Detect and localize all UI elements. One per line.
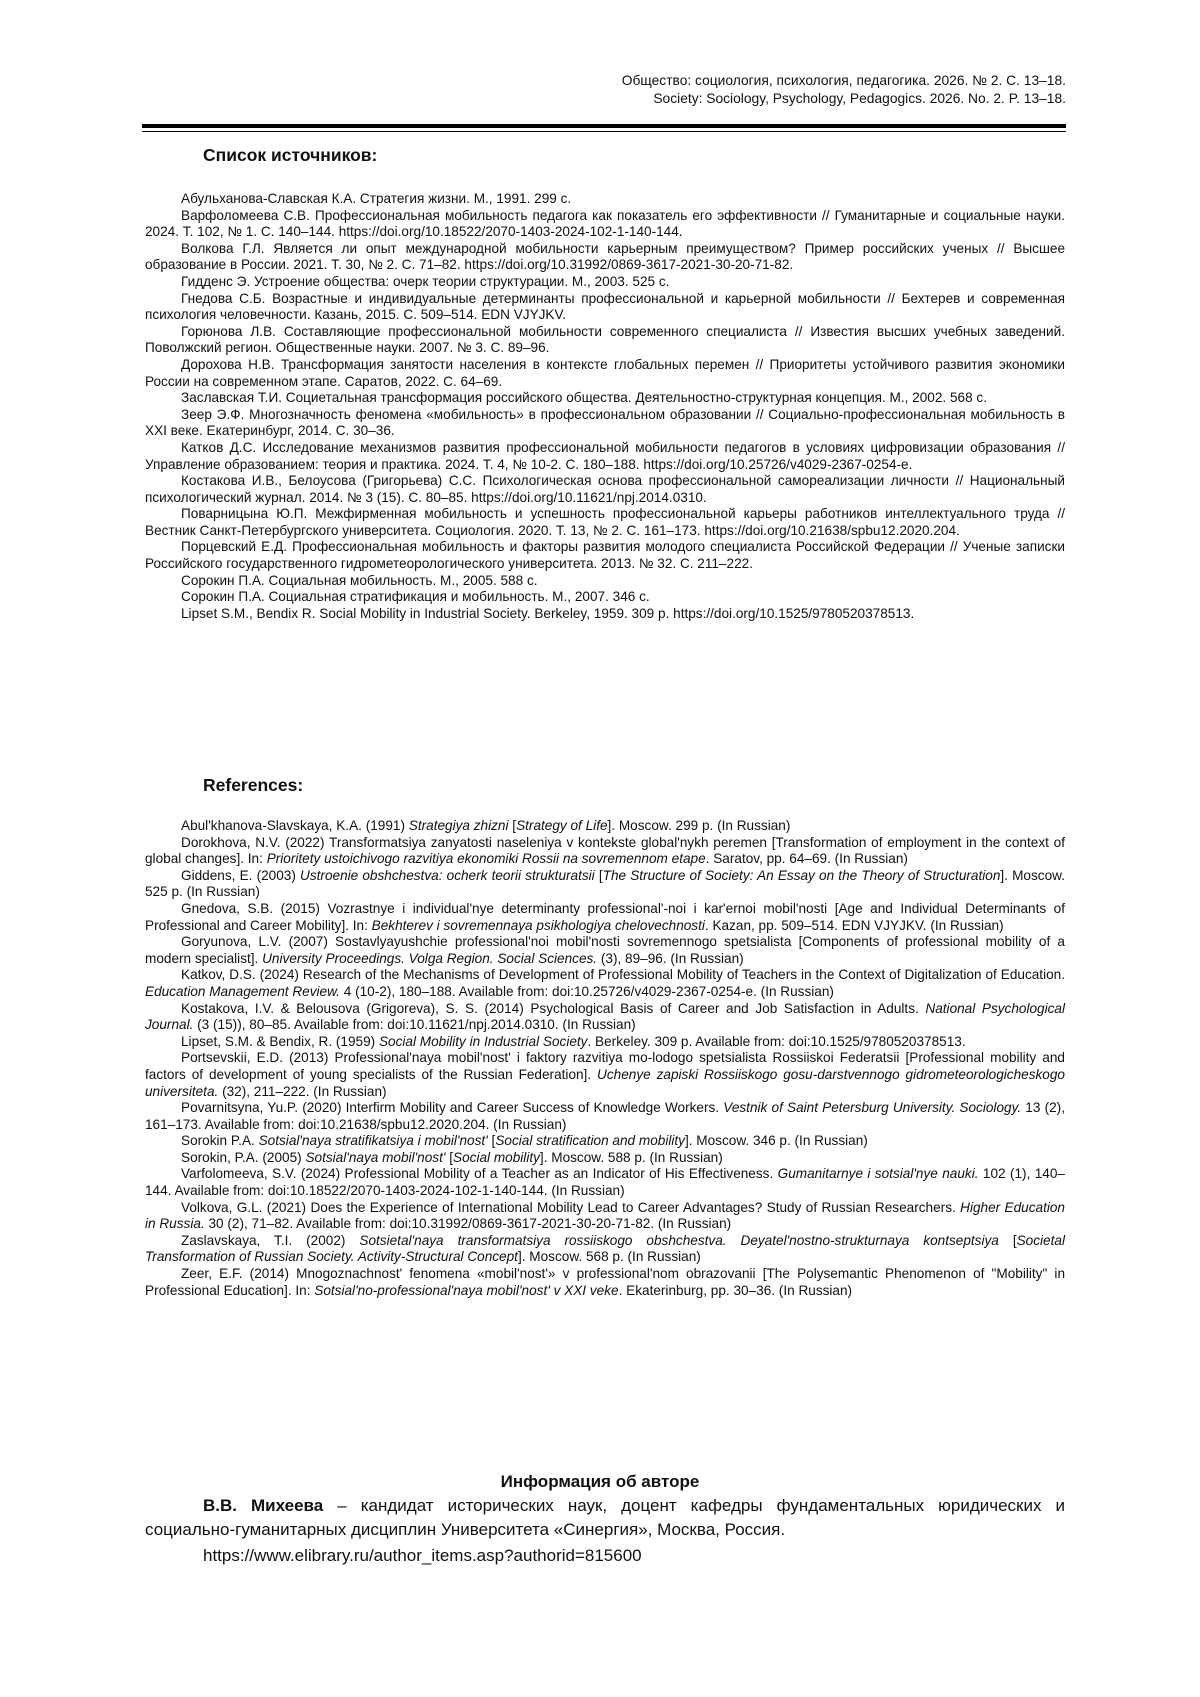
reference-item	[145, 868, 1065, 901]
reference-italic-text: Sotsial'no-professional'naya mobil'nost' v XXI veke	[314, 1282, 619, 1298]
reference-text: Katkov, D.S. (2024) Research of the Mechanisms of Development of Professional Mobility of Teachers in the Context of Digitalization of Education.	[181, 967, 1065, 983]
source-item: Lipset S.M., Bendix R. Social Mobility in Industrial Society. Berkeley, 1959. 309 p. https://doi.org/10.1525/9780520378513.	[181, 605, 915, 621]
reference-text: [	[445, 1149, 454, 1165]
reference-text: [	[998, 1232, 1017, 1248]
reference-italic-text: Sotsial'naya stratifikatsiya i mobil'nost'	[258, 1133, 488, 1149]
reference-text: Sorokin, P.A. (2005)	[181, 1149, 306, 1165]
sources-title: Список источников:	[203, 145, 378, 165]
reference-text: Povarnitsyna, Yu.P. (2020) Interfirm Mobility and Career Success of Knowledge Workers.	[181, 1100, 724, 1116]
reference-text: Dorokhova, N.V. (2022) Transformatsiya zanyatosti naseleniya v kontekste global'nykh peremen [Transformation of employment in the context of global changes]. In:	[145, 834, 1065, 867]
reference-italic-text: Ustroenie obshchestva: ocherk teorii strukturatsii	[300, 867, 595, 883]
reference-text: Abul'khanova-Slavskaya, K.A. (1991)	[181, 818, 409, 833]
author-name: В.В. Михеева	[203, 1496, 324, 1515]
source-item: Костакова И.В., Белоусова (Григорьева) С.С. Психологическая основа профессиональной самореализации личности // Национальный психологический журнал. 2014. № 3 (15). С. 80–85. https://doi.org/10.11621/npj.2014.0310.	[145, 473, 1065, 505]
reference-text: ]. Moscow. 525 p. (In Russian)	[145, 867, 1065, 900]
reference-item	[145, 1266, 1065, 1299]
references-title: References:	[203, 775, 304, 795]
reference-item	[145, 1200, 1065, 1233]
reference-item	[145, 1034, 1065, 1051]
reference-text: 30 (2), 71–82. Available from: doi:10.31992/0869-3617-2021-30-20-71-82. (In Russian)	[204, 1216, 732, 1232]
reference-item	[145, 1050, 1065, 1100]
reference-item	[145, 967, 1065, 1000]
reference-text: Zeer, E.F. (2014) Mnogoznachnost' fenomena «mobil'nost'» v professional'nom obrazovanii [The Polysemantic Phenomenon of "Mobility" in Professional Education]. In:	[145, 1266, 1065, 1298]
reference-text: Giddens, E. (2003)	[181, 867, 301, 883]
source-item: Горюнова Л.В. Составляющие профессиональной мобильности современного специалиста // Известия высших учебных заведений. Поволжский регион. Общественные науки. 2007. № 3. С. 89–96.	[145, 323, 1065, 356]
author-profile-link[interactable]: https://www.elibrary.ru/author_items.asp?authorid=815600	[203, 1546, 642, 1565]
running-header	[366, 72, 1066, 108]
author-info-title: Информация об авторе	[500, 1472, 700, 1491]
reference-italic-text: The Structure of Society: An Essay on the Theory of Structuration	[602, 867, 1001, 883]
reference-item	[145, 901, 1065, 934]
source-item: Варфоломеева С.В. Профессиональная мобильность педагога как показатель его эффективности // Гуманитарные и социальные науки. 2024. Т. 102, № 1. С. 140–144. https://doi.org/10.18522/2070-1403-2024-102-1-140-144.	[145, 207, 1065, 240]
source-item: Порцевский Е.Д. Профессиональная мобильность и факторы развития молодого специалиста Российской Федерации // Ученые записки Российского государственного гидрометеорологического университета. 2013. № 32. С. 211–222.	[145, 539, 1065, 572]
source-item: Волкова Г.Л. Является ли опыт международной мобильности карьерным преимуществом? Пример российских ученых // Высшее образование в России. 2021. Т. 30, № 2. С. 71–82. https://doi.org/10.31992/0869-3617-2021-30-20-71-82.	[145, 240, 1065, 273]
reference-text: Zaslavskaya, T.I. (2002)	[181, 1232, 360, 1248]
author-description: – кандидат исторических наук, доцент кафедры фундаментальных юридических и социально-гуманитарных дисциплин Университета «Синергия», Москва, Россия.	[145, 1496, 1065, 1539]
reference-italic-text: Gumanitarnye i sotsial'nye nauki.	[777, 1166, 979, 1182]
reference-italic-text: Vestnik of Saint Petersburg University. Sociology.	[723, 1100, 1022, 1116]
reference-text: Portsevskii, E.D. (2013) Professional'naya mobil'nost' i faktory razvitiya mo-lodogo spetsialista Rossiiskoi Federatsii [Professional mobility and factors of development of young specialists of the Russian Federation].	[145, 1050, 1065, 1082]
source-item: Дорохова Н.В. Трансформация занятости населения в контексте глобальных перемен // Приоритеты устойчивого развития экономики России на современном этапе. Саратов, 2022. С. 64–69.	[145, 356, 1065, 389]
source-item: Катков Д.С. Исследование механизмов развития профессиональной мобильности педагогов в условиях цифровизации образования // Управление образованием: теория и практика. 2024. Т. 4, № 10-2. С. 180–188. https://doi.org/10.25726/v4029-2367-0254-e.	[145, 439, 1065, 472]
reference-italic-text: Uchenye zapiski Rossiiskogo gosu-darstvennogo gidrometeorologicheskogo universiteta.	[145, 1066, 1065, 1099]
reference-text: (3), 89–96. (In Russian)	[597, 950, 744, 966]
source-item: Поварницына Ю.П. Межфирменная мобильность и успешность профессиональной карьеры работников интеллектуального труда // Вестник Санкт-Петербургского университета. Социология. 2020. Т. 13, № 2. С. 161–173. https://doi.org/10.21638/spbu12.2020.204.	[145, 506, 1065, 538]
header-rule-thick	[142, 124, 1066, 128]
reference-text: ]. Moscow. 346 p. (In Russian)	[684, 1133, 868, 1149]
reference-italic-text: Bekhterev i sovremennaya psikhologiya chelovechnosti	[371, 917, 705, 933]
source-item: Гидденс Э. Устроение общества: очерк теории структурации. М., 2003. 525 с.	[181, 273, 670, 289]
header-line-en: Society: Sociology, Psychology, Pedagogics. 2026. No. 2. P. 13–18.	[653, 91, 1066, 106]
reference-text: ]. Moscow. 568 p. (In Russian)	[517, 1249, 701, 1265]
reference-text: . Berkeley. 309 p. Available from: doi:10.1525/9780520378513.	[587, 1033, 966, 1049]
reference-text: Lipset, S.M. & Bendix, R. (1959)	[181, 1033, 379, 1049]
reference-text: [	[487, 1133, 496, 1149]
reference-italic-text: Societal Transformation of Russian Society. Activity-Structural Concept	[145, 1232, 1065, 1265]
reference-item	[145, 818, 1065, 835]
reference-text: [	[594, 867, 603, 883]
reference-italic-text: Strategiya zhizni	[408, 818, 509, 833]
reference-text: . Saratov, pp. 64–69. (In Russian)	[705, 851, 908, 867]
reference-item	[145, 1133, 1065, 1150]
reference-text: (32), 211–222. (In Russian)	[218, 1083, 387, 1099]
references-list	[145, 818, 1065, 1299]
header-line-ru: Общество: социология, психология, педагогика. 2026. № 2. С. 13–18.	[621, 73, 1066, 88]
reference-italic-text: Sotsial'naya mobil'nost'	[305, 1149, 446, 1165]
author-info	[145, 1494, 1065, 1542]
reference-italic-text: Sotsietal'naya transformatsiya rossiiskogo obshchestva. Deyatel'nostno-strukturnaya kontseptsiya	[359, 1232, 999, 1248]
reference-item	[145, 1150, 1065, 1167]
reference-italic-text: University Proceedings. Volga Region. Social Sciences.	[262, 950, 598, 966]
source-item: Сорокин П.А. Социальная стратификация и мобильность. М., 2007. 346 с.	[181, 589, 650, 605]
source-item: Заславская Т.И. Социетальная трансформация российского общества. Деятельностно-структурная концепция. М., 2002. 568 с.	[181, 390, 987, 406]
reference-text: Varfolomeeva, S.V. (2024) Professional Mobility of a Teacher as an Indicator of His Effectiveness.	[181, 1166, 778, 1182]
reference-text: ]. Moscow. 588 p. (In Russian)	[539, 1149, 723, 1165]
reference-italic-text: National Psychological Journal.	[145, 1000, 1065, 1033]
header-rule-thin	[142, 131, 1066, 132]
reference-text: Goryunova, L.V. (2007) Sostavlyayushchie professional'noi mobil'nosti sovremennogo spetsialista [Components of professional mobility of a modern specialist].	[145, 934, 1065, 966]
reference-italic-text: Education Management Review.	[145, 983, 340, 999]
reference-text: Sorokin P.A.	[181, 1133, 259, 1149]
reference-item	[145, 1233, 1065, 1266]
reference-italic-text: Strategy of Life	[516, 818, 608, 833]
reference-text: Kostakova, I.V. & Belousova (Grigoreva), S. S. (2014) Psychological Basis of Career and Job Satisfaction in Adults.	[181, 1000, 926, 1016]
source-item: Абульханова-Славская К.А. Стратегия жизни. М., 1991. 299 с.	[181, 191, 572, 206]
reference-italic-text: Prioritety ustoichivogo razvitiya ekonomiki Rossii na sovremennom etape	[266, 851, 706, 867]
reference-item	[145, 1001, 1065, 1034]
reference-text: (3 (15)), 80–85. Available from: doi:10.11621/npj.2014.0310. (In Russian)	[193, 1017, 636, 1033]
reference-item	[145, 1166, 1065, 1199]
reference-italic-text: Higher Education in Russia.	[145, 1199, 1065, 1232]
reference-item	[145, 1100, 1065, 1133]
reference-text: 13 (2), 161–173. Available from: doi:10.21638/spbu12.2020.204. (In Russian)	[145, 1100, 1065, 1132]
reference-text: Gnedova, S.B. (2015) Vozrastnye i individual'nye determinanty professional'-noi i kar'ernoi mobil'nosti [Age and Individual Determinants of Professional and Career Mobility]. In:	[145, 900, 1065, 933]
sources-list	[145, 191, 1065, 622]
reference-italic-text: Social stratification and mobility	[495, 1133, 685, 1149]
source-item: Сорокин П.А. Социальная мобильность. М., 2005. 588 с.	[181, 572, 538, 588]
reference-italic-text: Social Mobility in Industrial Society	[378, 1033, 588, 1049]
reference-text: . Kazan, pp. 509–514. EDN VJYJKV. (In Russian)	[704, 917, 1004, 933]
reference-text: . Ekaterinburg, pp. 30–36. (In Russian)	[618, 1282, 853, 1298]
source-item: Гнедова С.Б. Возрастные и индивидуальные детерминанты профессиональной и карьерной мобильности // Бехтерев и современная психология человечности. Казань, 2015. С. 509–514. EDN VJYJKV.	[145, 290, 1065, 323]
reference-item	[145, 835, 1065, 868]
reference-text: 4 (10-2), 180–188. Available from: doi:10.25726/v4029-2367-0254-e. (In Russian)	[339, 983, 834, 999]
source-item: Зеер Э.Ф. Многозначность феномена «мобильность» в профессиональном образовании // Социально-профессиональная мобильность в XXI веке. Екатеринбург, 2014. С. 30–36.	[145, 406, 1065, 439]
reference-text: Volkova, G.L. (2021) Does the Experience of International Mobility Lead to Career Advantages? Study of Russian Researchers.	[181, 1199, 961, 1215]
reference-text: [	[508, 818, 517, 833]
reference-text: ]. Moscow. 299 p. (In Russian)	[607, 818, 791, 833]
reference-italic-text: Social mobility	[453, 1149, 540, 1165]
reference-text: 102 (1), 140–144. Available from: doi:10.18522/2070-1403-2024-102-1-140-144. (In Russian)	[145, 1166, 1065, 1199]
reference-item	[145, 934, 1065, 967]
